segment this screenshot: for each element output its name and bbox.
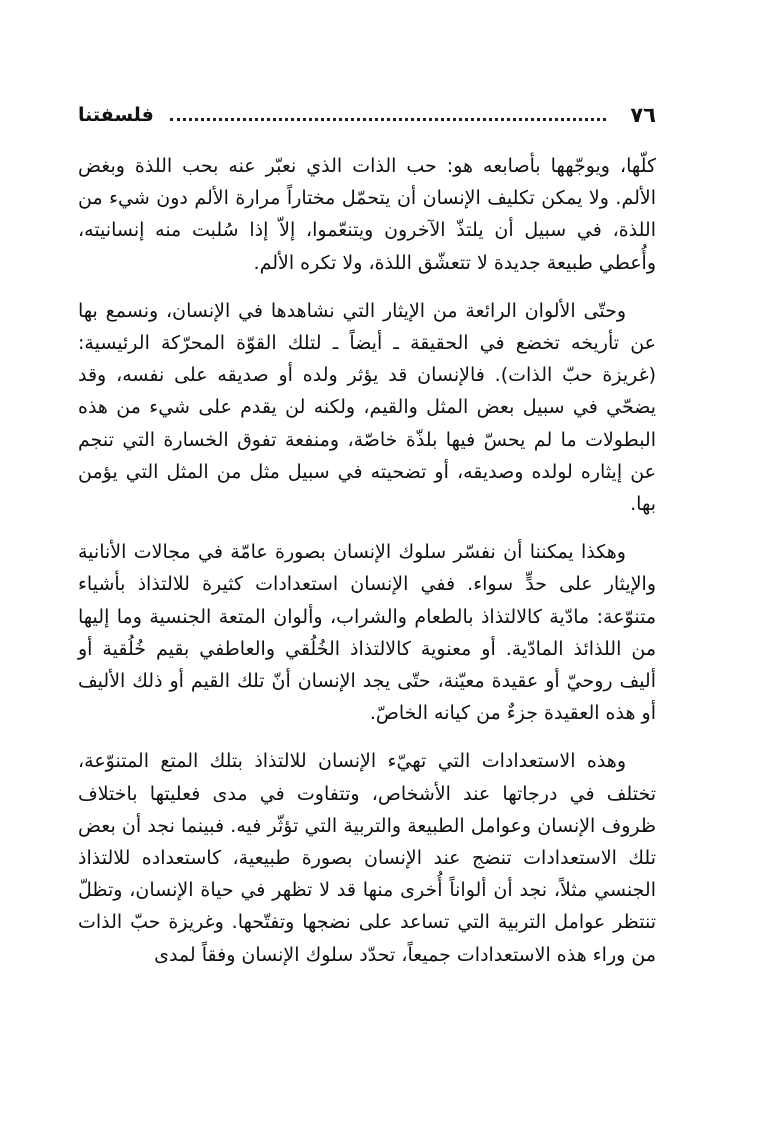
page-number: ٧٦ <box>630 103 656 127</box>
running-header <box>78 98 656 132</box>
body-text <box>78 150 656 987</box>
paragraph-1: كلّها، ويوجّهها بأصابعه هو: حب الذات الذي نعبّر عنه بحب اللذة وبغض الألم. ولا يمكن تكليف الإنسان أن يتحمّل مختاراً مرارة الألم دون شيء من اللذة، في سبيل أن يلتذّ الآخرون ويتنعّموا، إلاّ إذا سُلبت منه إنسانيته، وأُعطي طبيعة جديدة لا تتعشّق اللذة، ولا تكره الألم. <box>78 155 656 274</box>
paragraph-4: وهذه الاستعدادات التي تهيّء الإنسان للالتذاذ بتلك المتع المتنوّعة، تختلف في درجاتها عند الأشخاص، وتتفاوت في مدى فعليتها باختلاف ظروف الإنسان وعوامل الطبيعة والتربية التي تؤثّر فيه. فبينما نجد أن بعض تلك الاستعدادات تنضج عند الإنسان بصورة طبيعية، كاستعداده للالتذاذ الجنسي مثلاً، نجد أن ألواناً أُخرى منها قد لا تظهر في حياة الإنسان، وتظلّ تنتظر عوامل التربية التي تساعد على نضجها وتفتّحها. وغريزة حبّ الذات من وراء هذه الاستعدادات جميعاً، تحدّد سلوك الإنسان وفقاً لمدى <box>78 750 656 966</box>
dotted-leader <box>170 118 607 121</box>
paragraph-3: وهكذا يمكننا أن نفسّر سلوك الإنسان بصورة عامّة في مجالات الأنانية والإيثار على حدٍّ سواء. ففي الإنسان استعدادات كثيرة للالتذاذ بأشياء متنوّعة: مادّية كالالتذاذ بالطعام والشراب، وألوان المتعة الجنسية وما إليها من اللذائذ المادّية. أو معنوية كالالتذاذ الخُلُقي والعاطفي بقيم خُلُقية أو أليف روحيّ أو عقيدة معيّنة، حتّى يجد الإنسان أنّ تلك القيم أو ذلك الأليف أو هذه العقيدة جزءٌ من كيانه الخاصّ. <box>78 541 656 725</box>
book-title: فلسفتنا <box>78 104 154 126</box>
paragraph-2: وحتّى الألوان الرائعة من الإيثار التي نشاهدها في الإنسان، ونسمع بها عن تأريخه تخضع في الحقيقة ـ أيضاً ـ لتلك القوّة المحرّكة الرئيسية: (غريزة حبّ الذات). فالإنسان قد يؤثر ولده أو صديقه على نفسه، وقد يضحّي في سبيل بعض المثل والقيم، ولكنه لن يقدم على شيء من هذه البطولات ما لم يحسّ فيها بلذّة خاصّة، ومنفعة تفوق الخسارة التي تنجم عن إيثاره لولده وصديقه، أو تضحيته في سبيل مثل من المثل التي يؤمن بها. <box>78 299 656 516</box>
